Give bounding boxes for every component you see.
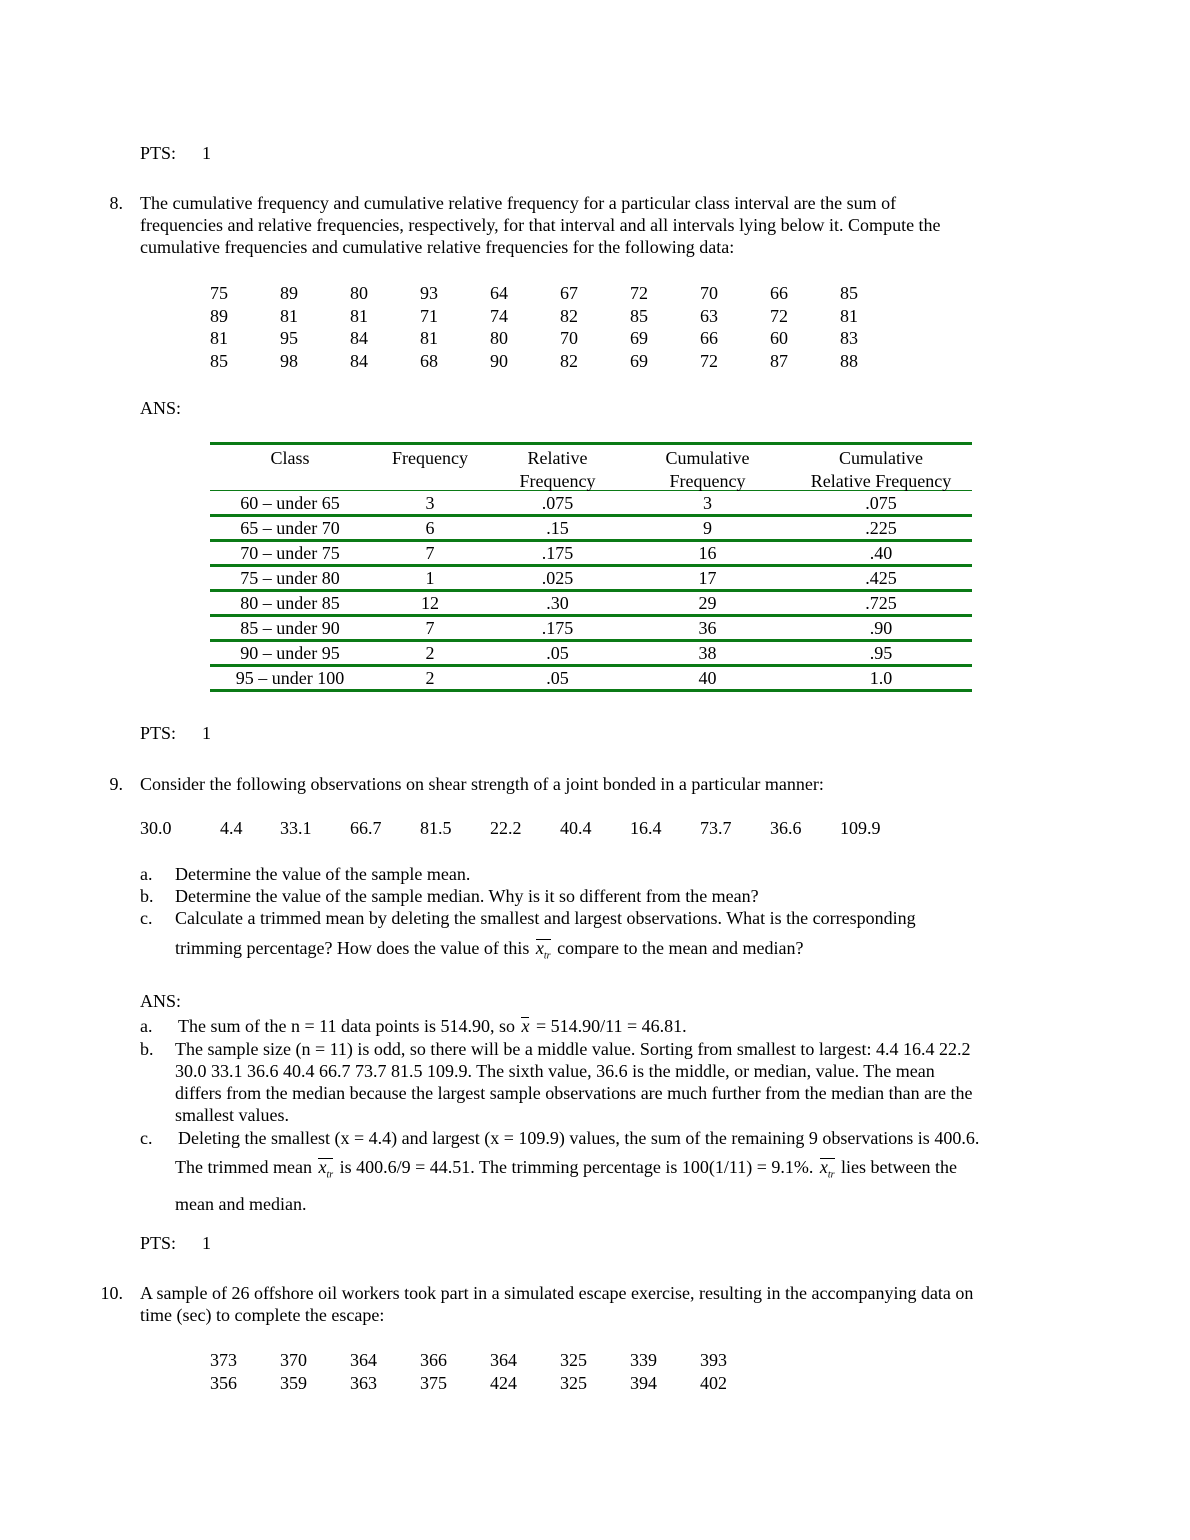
- table-cell: 40: [698, 668, 717, 688]
- text-line: time (sec) to complete the escape:: [140, 1305, 385, 1325]
- data-value: 22.2: [490, 818, 522, 838]
- text-segment: compare to the mean and median?: [557, 938, 804, 958]
- part-text: [175, 1156, 1055, 1215]
- data-row: [210, 305, 910, 327]
- text-line: cumulative frequencies and cumulative relative frequencies for the following data:: [140, 237, 735, 257]
- data-value: 75: [210, 283, 228, 303]
- text-line: The sample size (n = 11) is odd, so there will be a middle value. Sorting from smallest to largest: 4.4 16.4 22.2: [175, 1039, 971, 1059]
- data-value: 69: [630, 350, 648, 371]
- header-cumulative-relative-frequency: Cumulative Relative Frequency: [810, 448, 952, 491]
- data-value: 89: [210, 305, 228, 326]
- table-cell: 3: [703, 493, 712, 513]
- table-cell: 65 – under 70: [240, 518, 340, 538]
- table-cell: .40: [869, 543, 893, 563]
- data-value: 85: [840, 283, 858, 303]
- data-value: 83: [840, 328, 858, 348]
- data-value: 68: [420, 350, 438, 371]
- data-value: 66.7: [350, 818, 382, 838]
- text-segment: trimming percentage? How does the value of this: [175, 938, 530, 958]
- text-segment: = 514.90/11 = 46.81.: [535, 1016, 687, 1036]
- data-value: 402: [700, 1373, 727, 1393]
- header-frequency: Frequency: [392, 448, 468, 468]
- table-cell: .175: [541, 618, 574, 638]
- x-bar-tr-symbol: $x_{tr}$: [316, 1156, 335, 1187]
- text-segment: is 400.6/9 = 44.51. The trimming percentage is 100(1/11) = 9.1%.: [339, 1157, 814, 1177]
- part-text: Determine the value of the sample median. Why is it so different from the mean?: [175, 886, 759, 906]
- table-cell: 17: [698, 568, 717, 588]
- pts-label: PTS:: [140, 723, 177, 743]
- data-value: 394: [630, 1373, 657, 1393]
- data-row: [210, 350, 910, 372]
- question-number: 8.: [109, 193, 123, 213]
- text-line: Deleting the smallest (x = 4.4) and largest (x = 109.9) values, the sum of the remaining 9 observations is 400.6.: [178, 1128, 980, 1148]
- data-value: 359: [280, 1373, 307, 1393]
- data-value: 325: [560, 1350, 587, 1370]
- data-value: 325: [560, 1373, 587, 1393]
- table-cell: 7: [425, 618, 435, 638]
- table-cell: 38: [698, 643, 717, 663]
- question-10-data-grid: [210, 1349, 810, 1395]
- table-cell: 7: [425, 543, 435, 563]
- table-header: [210, 445, 972, 491]
- table-cell: .725: [865, 593, 897, 613]
- table-cell: 3: [425, 493, 435, 513]
- data-row: [210, 1372, 810, 1394]
- table-cell: 12: [421, 593, 439, 613]
- part-text: [178, 1015, 1058, 1037]
- table-cell: 75 – under 80: [240, 568, 340, 588]
- table-cell: .425: [865, 568, 897, 588]
- pts-label: PTS:: [140, 143, 177, 163]
- table-cell: .90: [869, 618, 893, 638]
- question-10-text: [140, 1282, 1060, 1326]
- data-value: 72: [630, 283, 648, 303]
- table-cell: 80 – under 85: [240, 593, 340, 613]
- text-line: smallest values.: [175, 1105, 289, 1125]
- data-value: 424: [490, 1373, 517, 1393]
- data-value: 85: [630, 305, 648, 326]
- table-cell: 2: [425, 668, 435, 688]
- text-segment: lies between the: [841, 1157, 957, 1177]
- data-value: 33.1: [280, 818, 312, 838]
- data-value: 66: [770, 283, 788, 303]
- data-value: 87: [770, 350, 788, 371]
- data-row: [210, 1349, 810, 1371]
- data-value: 73.7: [700, 818, 732, 838]
- data-value: 366: [420, 1350, 447, 1370]
- part-marker: a.: [140, 864, 153, 884]
- table-cell: 1.0: [869, 668, 893, 688]
- header-class: Class: [270, 448, 310, 468]
- pts-value: 1: [202, 723, 211, 743]
- data-value: 339: [630, 1350, 657, 1370]
- table-cell: .225: [865, 518, 897, 538]
- table-cell: .30: [546, 593, 569, 613]
- data-value: 98: [280, 350, 298, 371]
- data-value: 81.5: [420, 818, 452, 838]
- data-value: 93: [420, 283, 438, 303]
- answer-label: ANS:: [140, 398, 182, 418]
- pts-label: PTS:: [140, 1233, 177, 1253]
- text-segment: The trimmed mean: [175, 1157, 312, 1177]
- data-value: 63: [700, 305, 718, 326]
- data-value: 85: [210, 350, 228, 371]
- table-cell: 6: [425, 518, 435, 538]
- question-9-data-row: [140, 817, 940, 839]
- text-line: Calculate a trimmed mean by deleting the smallest and largest observations. What is the corresponding: [175, 908, 916, 928]
- pts-value: 1: [202, 143, 211, 163]
- table-row: [210, 542, 972, 567]
- header-relative-frequency: Relative Frequency: [519, 448, 596, 491]
- data-value: 40.4: [560, 818, 592, 838]
- table-row: [210, 617, 972, 642]
- table-cell: 60 – under 65: [240, 493, 340, 513]
- table-cell: 70 – under 75: [240, 543, 340, 563]
- table-cell: .175: [541, 543, 574, 563]
- table-cell: .95: [869, 643, 893, 663]
- table-cell: 85 – under 90: [240, 618, 340, 638]
- data-value: 364: [350, 1350, 377, 1370]
- data-value: 373: [210, 1350, 237, 1370]
- text-line: A sample of 26 offshore oil workers took part in a simulated escape exercise, resulting in the accompanying data on: [140, 1283, 974, 1303]
- data-value: 375: [420, 1373, 447, 1393]
- data-value: 67: [560, 283, 578, 303]
- data-value: 81: [350, 305, 368, 326]
- data-value: 95: [280, 328, 298, 348]
- text-line: frequencies and relative frequencies, respectively, for that interval and all intervals lying below it. Compute the: [140, 215, 941, 235]
- text-line: 30.0 33.1 36.6 40.4 66.7 73.7 81.5 109.9. The sixth value, 36.6 is the middle, or median, value. The mean: [175, 1061, 935, 1081]
- part-marker: c.: [140, 908, 153, 928]
- part-text: [175, 907, 1055, 968]
- data-value: 71: [420, 305, 438, 326]
- data-value: 88: [840, 350, 858, 371]
- points-line: [140, 722, 211, 744]
- data-row: [210, 327, 910, 349]
- data-value: 393: [700, 1350, 727, 1370]
- table-row: [210, 492, 972, 517]
- data-value: 81: [420, 328, 438, 348]
- table-cell: 16: [698, 543, 717, 563]
- data-value: 90: [490, 350, 508, 371]
- data-value: 64: [490, 283, 508, 303]
- table-body: [210, 492, 972, 692]
- table-row: [210, 517, 972, 542]
- table-cell: 90 – under 95: [240, 643, 340, 663]
- data-value: 36.6: [770, 818, 802, 838]
- data-value: 30.0: [140, 818, 172, 838]
- question-number: 9.: [109, 774, 123, 794]
- data-value: 82: [560, 305, 578, 326]
- text-line: [175, 1156, 1055, 1187]
- table-cell: .075: [865, 493, 897, 513]
- table-row: [210, 642, 972, 667]
- data-value: 4.4: [220, 818, 243, 838]
- table-cell: .025: [541, 568, 574, 588]
- table-cell: .075: [541, 493, 574, 513]
- x-bar-symbol: x: [521, 1016, 530, 1036]
- table-cell: .05: [546, 643, 569, 663]
- text-line: mean and median.: [175, 1193, 307, 1214]
- table-cell: 29: [698, 593, 717, 613]
- part-text: [178, 1127, 1058, 1149]
- data-value: 370: [280, 1350, 307, 1370]
- data-value: 16.4: [630, 818, 662, 838]
- question-9-text: Consider the following observations on shear strength of a joint bonded in a particular manner:: [140, 774, 824, 794]
- data-value: 82: [560, 350, 578, 371]
- part-marker: b.: [140, 886, 154, 906]
- data-value: 72: [700, 350, 718, 371]
- table-row: [210, 567, 972, 592]
- data-value: 72: [770, 305, 788, 326]
- data-value: 84: [350, 350, 368, 371]
- table-row: [210, 592, 972, 617]
- table-row: [210, 667, 972, 692]
- data-value: 66: [700, 328, 718, 348]
- text-line: The cumulative frequency and cumulative relative frequency for a particular class interval are the sum of: [140, 193, 897, 213]
- data-value: 70: [700, 283, 718, 303]
- text-line: [175, 937, 1055, 968]
- data-value: 81: [210, 328, 228, 348]
- data-value: 74: [490, 305, 508, 326]
- table-cell: 1: [425, 568, 435, 588]
- part-marker: b.: [140, 1039, 154, 1059]
- data-value: 109.9: [840, 818, 881, 838]
- data-value: 81: [280, 305, 298, 326]
- part-marker: c.: [140, 1128, 153, 1148]
- data-value: 81: [840, 305, 858, 326]
- points-line: [140, 142, 211, 164]
- part-text: [175, 1038, 1055, 1126]
- data-value: 80: [490, 328, 508, 348]
- table-cell: 36: [698, 618, 717, 638]
- data-value: 363: [350, 1373, 377, 1393]
- data-value: 70: [560, 328, 578, 348]
- data-value: 89: [280, 283, 298, 303]
- table-cell: .05: [546, 668, 569, 688]
- answer-label: ANS:: [140, 991, 182, 1011]
- data-value: 364: [490, 1350, 517, 1370]
- frequency-table: [210, 442, 972, 692]
- table-cell: 2: [425, 643, 435, 663]
- part-text: Determine the value of the sample mean.: [175, 864, 471, 884]
- data-value: 80: [350, 283, 368, 303]
- question-8-data-grid: [210, 282, 910, 374]
- data-value: 69: [630, 328, 648, 348]
- pts-value: 1: [202, 1233, 211, 1253]
- x-bar-tr-symbol: $x_{tr}$: [534, 937, 553, 968]
- header-cumulative-frequency: Cumulative Frequency: [665, 448, 750, 491]
- question-8-text: [140, 192, 1060, 258]
- question-number: 10.: [100, 1283, 123, 1303]
- x-bar-tr-symbol: $x_{tr}$: [818, 1156, 837, 1187]
- data-row: [210, 282, 910, 304]
- table-cell: 95 – under 100: [235, 668, 345, 688]
- data-value: 356: [210, 1373, 237, 1393]
- text-line: differs from the median because the largest sample observations are much further from the median than are the: [175, 1083, 973, 1103]
- data-value: 84: [350, 328, 368, 348]
- text-segment: The sum of the n = 11 data points is 514.90, so: [178, 1016, 515, 1036]
- table-cell: 9: [703, 518, 712, 538]
- part-marker: a.: [140, 1016, 153, 1036]
- data-value: 60: [770, 328, 788, 348]
- table-cell: .15: [546, 518, 569, 538]
- points-line: [140, 1232, 211, 1254]
